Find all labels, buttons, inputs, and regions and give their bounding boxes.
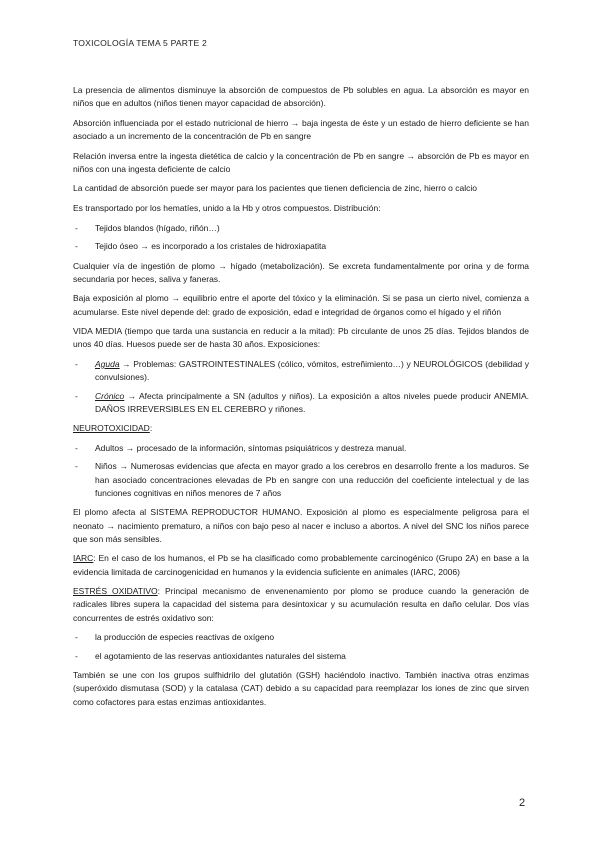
list-item: - el agotamiento de las reservas antioxidantes naturales del sistema — [73, 650, 529, 663]
estres-label: ESTRÉS OXIDATIVO — [73, 586, 158, 597]
list-item: - Adultos → procesado de la información, síntomas psiquiátricos y destreza manual. — [73, 442, 529, 455]
neurotox-colon: : — [149, 423, 153, 434]
term-aguda: Aguda — [95, 358, 120, 369]
paragraph-reproductor: El plomo afecta al SISTEMA REPRODUCTOR HUMANO. Exposición al plomo es especialmente peligrosa para el neonato → nacimiento prematuro, a niños con bajo peso al nacer e incluso a abortos. A nivel del SNC los niños parece que son más sensibles. — [73, 507, 529, 544]
list-estres — [73, 631, 529, 663]
paragraph-absorcion-alimentos: La presencia de alimentos disminuye la absorción de compuestos de Pb solubles en agua. La absorción es mayor en niños que en adultos (niños tienen mayor capacidad de absorción). — [73, 85, 529, 109]
text-cronico: → Afecta principalmente a SN (adultos y niños). La exposición a altos niveles puede producir ANEMIA. DAÑOS IRREVERSIBLES EN EL CEREBRO y riñones. — [95, 390, 529, 414]
paragraph-metabolizacion: Cualquier vía de ingestión de plomo → hígado (metabolización). Se excreta fundamentalmente por orina y de forma secundaria por heces, saliva y faneras. — [73, 260, 529, 284]
list-neurotoxicidad — [73, 442, 529, 500]
list-item: - Niños → Numerosas evidencias que afecta en mayor grado a los cerebros en desarrollo frente a los maduros. Se han asociado concentraciones elevadas de Pb en sangre con una reducción del coeficiente intelectual y de las funciones cognitivas en niños menores de 7 años — [73, 460, 529, 500]
paragraph-estres-oxidativo — [73, 585, 529, 625]
document-body — [73, 84, 529, 715]
paragraph-vida-media: VIDA MEDIA (tiempo que tarda una sustancia en reducir a la mitad): Pb circulante de unos 25 días. Tejidos blandos de unos 40 días. Huesos puede ser de hasta 30 años. Exposiciones: — [73, 326, 529, 350]
list-item: - Tejido óseo → es incorporado a los cristales de hidroxiapatita — [73, 240, 529, 253]
text-aguda: → Problemas: GASTROINTESTINALES (cólico, vómitos, estreñimiento…) y NEUROLÓGICOS (debilidad y convulsiones). — [95, 358, 529, 383]
heading-neurotoxicidad — [73, 422, 529, 435]
list-item-cronico — [73, 390, 529, 416]
document-header: TOXICOLOGÍA TEMA 5 PARTE 2 — [73, 38, 207, 48]
estres-text: : Principal mecanismo de envenenamiento por plomo se produce cuando la generación de radicales libres supera la capacidad del sistema para desintoxicar y su acumulación resulta en daño celular. Dos vías concurrentes de estrés oxidativo son: — [73, 586, 529, 623]
list-item: - la producción de especies reactivas de oxígeno — [73, 631, 529, 644]
paragraph-baja-exposicion: Baja exposición al plomo → equilibrio entre el aporte del tóxico y la eliminación. Si se pasa un cierto nivel, comienza a acumularse. Este nivel depende del: grado de exposición, edad e integridad de órganos como el hígado y el riñón — [73, 293, 529, 317]
list-distribucion — [73, 222, 529, 254]
paragraph-calcio: Relación inversa entre la ingesta dietética de calcio y la concentración de Pb en sangre → absorción de Pb es mayor en niños con una ingesta deficiente de calcio — [73, 150, 529, 174]
paragraph-hierro: Absorción influenciada por el estado nutricional de hierro → baja ingesta de éste y un estado de hierro deficiente se han asociado a un incremento de la concentración de Pb en sangre — [73, 117, 529, 141]
neurotox-label: NEUROTOXICIDAD — [73, 423, 150, 434]
list-exposiciones — [73, 358, 529, 416]
page-number: 2 — [519, 797, 526, 809]
paragraph-iarc — [73, 552, 529, 578]
paragraph-transporte: Es transportado por los hematíes, unido a la Hb y otros compuestos. Distribución: — [73, 202, 381, 213]
list-item-aguda — [73, 358, 529, 384]
paragraph-zinc: La cantidad de absorción puede ser mayor para los pacientes que tienen deficiencia de zinc, hierro o calcio — [73, 183, 477, 194]
term-cronico: Crónico — [95, 390, 125, 401]
iarc-label: IARC — [73, 553, 94, 564]
list-item: - Tejidos blandos (hígado, riñón…) — [73, 222, 529, 235]
paragraph-glutation: También se une con los grupos sulfhidrilo del glutatión (GSH) haciéndolo inactivo. También inactiva otras enzimas (superóxido dismutasa (SOD) y la catalasa (CAT) debido a su capacidad para reemplazar los iones de zinc que sirven como cofactores para estas enzimas antioxidantes. — [73, 670, 529, 707]
iarc-text: : En el caso de los humanos, el Pb se ha clasificado como probablemente carcinogénico (Grupo 2A) en base a la evidencia limitada de carcinogenicidad en humanos y la evidencia suficiente en animales (IARC, 2006) — [73, 553, 529, 577]
